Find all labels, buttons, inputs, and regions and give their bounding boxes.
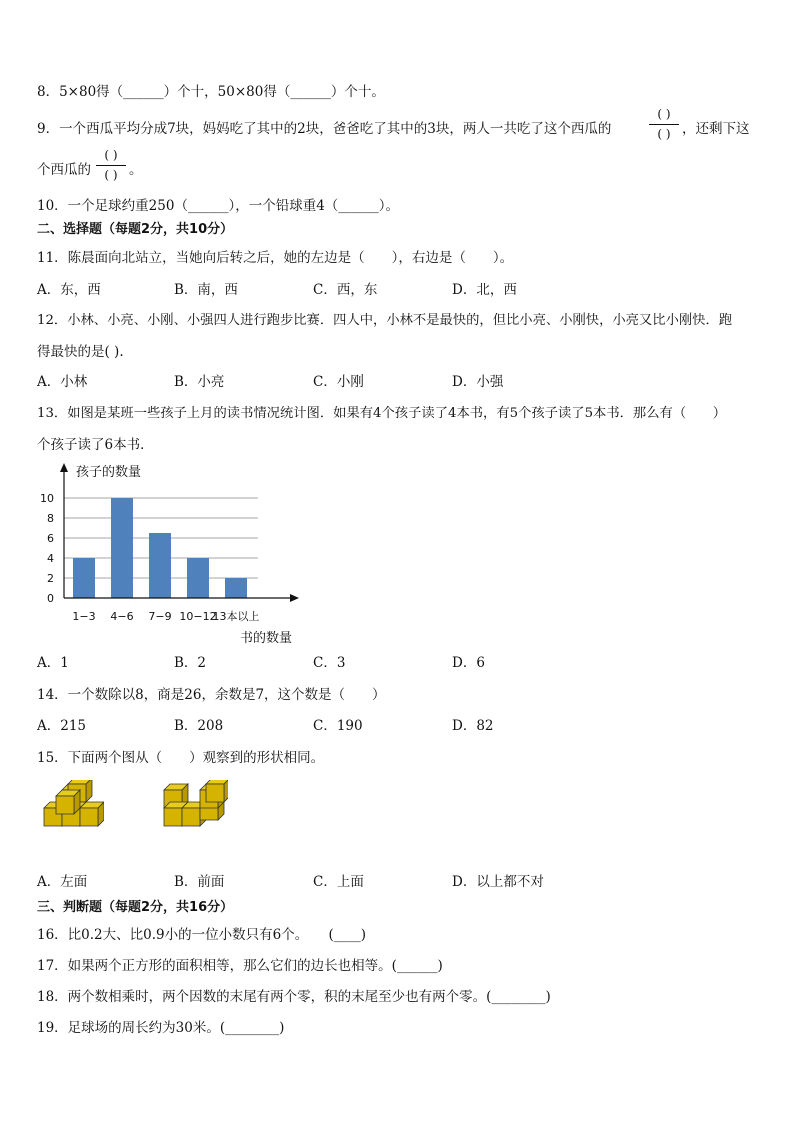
q13-option-b: B．2 <box>174 655 207 671</box>
q13-option-d: D．6 <box>452 655 485 671</box>
bar <box>187 558 209 598</box>
y-tick-label: 6 <box>47 532 54 545</box>
x-tick-label: 7−9 <box>148 610 172 623</box>
section-2-heading: 二、选择题（每题2分，共10分） <box>37 222 234 237</box>
q14-option-a: A．215 <box>37 718 87 734</box>
q15-option-b: B．前面 <box>174 874 225 890</box>
bar <box>225 578 247 598</box>
fraction-bar <box>649 124 679 125</box>
q15-option-c: C．上面 <box>313 874 364 890</box>
question-9-line1 <box>37 119 611 139</box>
question-19: 19．足球场的周长约为30米。(________) <box>37 1020 285 1036</box>
question-12-line2: 得最快的是( ). <box>37 344 124 360</box>
y-axis-arrow <box>60 463 68 472</box>
question-13-line1: 13．如图是某班一些孩子上月的读书情况统计图．如果有4个孩子读了4本书，有5个孩子读了5本书．那么有（ ） <box>37 406 727 421</box>
q13-option-c: C．3 <box>313 655 346 671</box>
cube-figure-1 <box>40 780 104 830</box>
question-18: 18．两个数相乘时，两个因数的末尾有两个零，积的末尾至少也有两个零。(________) <box>37 989 551 1005</box>
question-15: 15．下面两个图从（ ）观察到的形状相同。 <box>37 750 325 766</box>
q15-option-a: A．左面 <box>37 874 88 890</box>
cube-front <box>164 808 182 826</box>
x-tick-label: 1−3 <box>72 610 96 623</box>
q14-option-d: D．82 <box>452 718 494 734</box>
q11-option-d: D．北，西 <box>452 282 517 298</box>
q14-option-c: C．190 <box>313 718 363 734</box>
question-9-line2: 个西瓜的 <box>37 162 91 178</box>
question-11: 11．陈晨面向北站立，当她向后转之后，她的左边是（ ），右边是（ ）。 <box>37 250 514 266</box>
cube-front <box>80 808 98 826</box>
fraction-numerator-2: ( ) <box>104 148 118 162</box>
q15-option-d: D．以上都不对 <box>452 874 544 890</box>
q12-option-a: A．小林 <box>37 374 88 390</box>
x-axis-arrow <box>290 594 299 602</box>
y-axis-label: 孩子的数量 <box>76 465 142 480</box>
cube-front <box>206 784 224 802</box>
fraction-numerator: ( ) <box>657 107 671 121</box>
x-tick-label: 10−12 <box>179 610 217 623</box>
cube-front <box>182 808 200 826</box>
y-tick-label: 0 <box>47 592 54 605</box>
bar <box>149 533 171 598</box>
q11-option-c: C．西，东 <box>313 282 378 298</box>
q11-option-b: B．南，西 <box>174 282 238 298</box>
question-13-line2: 个孩子读了6本书． <box>37 437 154 453</box>
q11-option-a: A．东，西 <box>37 282 101 298</box>
bar <box>73 558 95 598</box>
cube-side <box>86 780 92 802</box>
y-tick-label: 4 <box>47 552 54 565</box>
q12-option-d: D．小强 <box>452 374 504 390</box>
question-9-tail: ，还剩下这 <box>682 121 750 137</box>
q12-option-c: C．小刚 <box>313 374 364 390</box>
question-12-line1: 12．小林、小亮、小刚、小强四人进行跑步比赛．四人中，小林不是最快的，但比小亮、小刚快，小亮又比小刚快．跑 <box>37 313 733 328</box>
q12-option-b: B．小亮 <box>174 374 225 390</box>
fraction-bar-2 <box>96 165 126 166</box>
question-9-end: 。 <box>129 162 143 178</box>
fraction-denominator: ( ) <box>657 127 671 141</box>
question-14: 14．一个数除以8，商是26，余数是7，这个数是（ ） <box>37 687 386 703</box>
question-9-text: 9．一个西瓜平均分成7块，妈妈吃了其中的2块，爸爸吃了其中的3块，两人一共吃了这个西瓜的 <box>37 121 612 137</box>
y-tick-label: 2 <box>47 572 54 585</box>
y-tick-label: 10 <box>40 492 54 505</box>
x-tick-label: 4−6 <box>110 610 134 623</box>
question-16: 16．比0.2大、比0.9小的一位小数只有6个。 (____) <box>37 927 366 943</box>
x-axis-label: 书的数量 <box>239 631 293 646</box>
cube-side <box>224 780 228 802</box>
bar <box>111 498 133 598</box>
question-10: 10．一个足球约重250（______），一个铅球重4（______）。 <box>37 198 400 214</box>
cube-front <box>56 796 74 814</box>
question-17: 17．如果两个正方形的面积相等，那么它们的边长也相等。(______) <box>37 958 443 974</box>
x-tick-label: 13本以上 <box>212 610 260 623</box>
cube-figure-2 <box>160 780 228 830</box>
y-tick-label: 8 <box>47 512 54 525</box>
reading-bar-chart <box>30 458 320 650</box>
fraction-denominator-2: ( ) <box>104 168 118 182</box>
q13-option-a: A．1 <box>37 655 69 671</box>
question-8: 8．5×80得（______）个十，50×80得（______）个十。 <box>37 84 385 100</box>
q14-option-b: B．208 <box>174 718 224 734</box>
section-3-heading: 三、判断题（每题2分，共16分） <box>37 900 234 915</box>
